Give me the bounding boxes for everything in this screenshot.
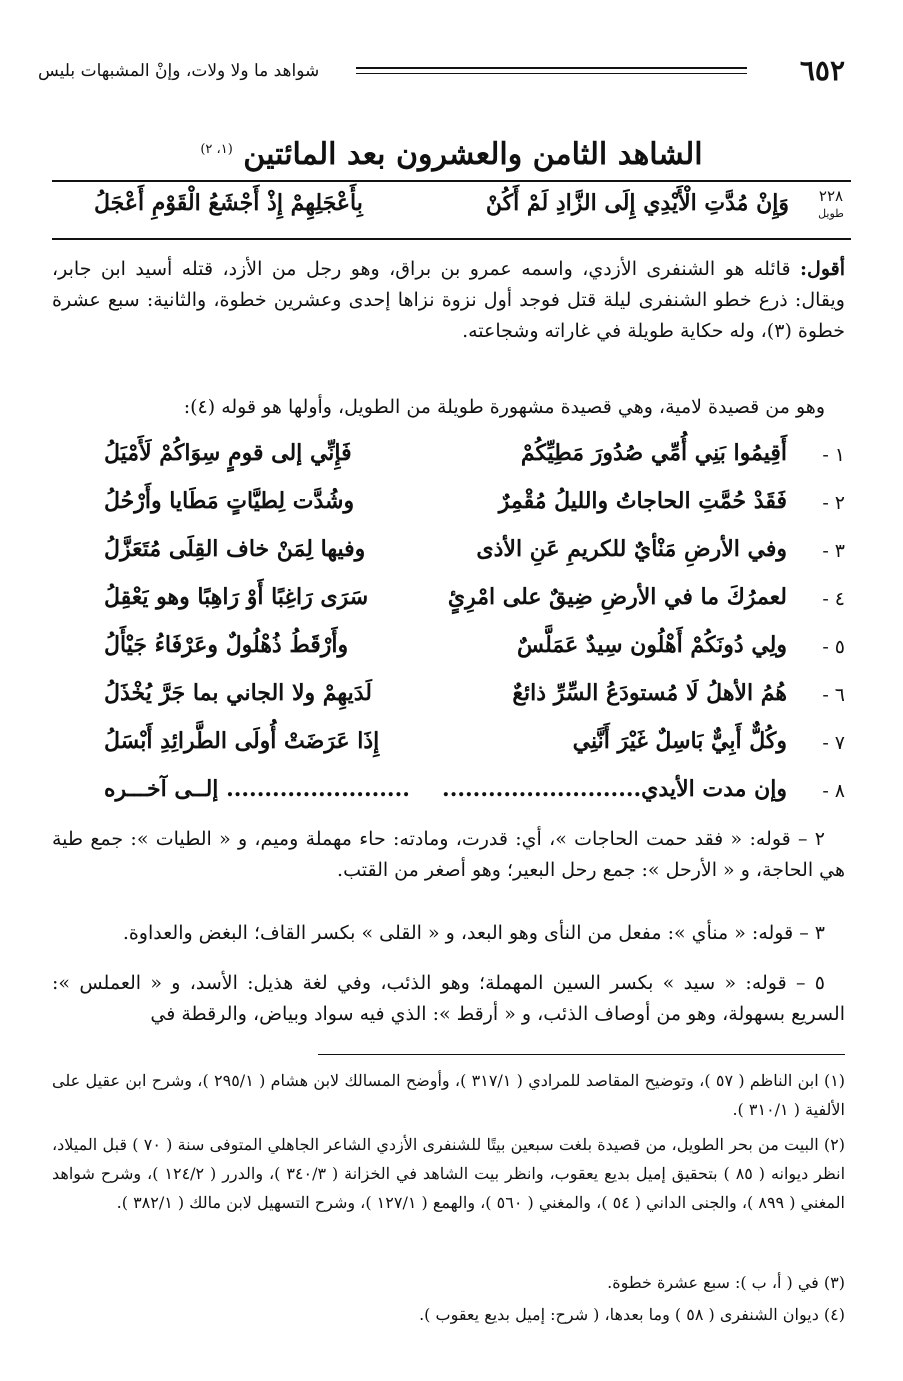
poem-first-hemistich: وإن مدت الأيدي.......................... xyxy=(442,776,787,802)
poem-line-number: ٣ - xyxy=(822,540,845,562)
page-number: ٦٥٢ xyxy=(799,54,845,87)
poem-line-number: ١ - xyxy=(822,444,845,466)
poem-line xyxy=(52,580,845,628)
section-title-text: الشاهد الثامن والعشرون بعد المائتين xyxy=(243,137,703,172)
poem-intro: وهو من قصيدة لامية، وهي قصيدة مشهورة طويلة من الطويل، وأولها هو قوله (٤): xyxy=(183,396,825,418)
footnote: (٣) في ( أ، ب ): سبع عشرة خطوة. xyxy=(607,1273,845,1292)
verse-meter: طويل xyxy=(818,207,844,220)
commentary-paragraph: ٣ – قوله: « منأي »: مفعل من النأى وهو البعد، و « القلى » بكسر القاف؛ البغض والعداوة. xyxy=(122,922,825,944)
poem-second-hemistich: فَإِنِّي إلى قومٍ سِوَاكُمْ لَأَمْيَلُ xyxy=(104,440,352,466)
running-title: شواهد ما ولا ولات، وإنْ المشبهات بليس xyxy=(38,61,320,81)
verse-first-hemistich: وَإِنْ مُدَّتِ الْأَيْدِي إِلَى الزَّادِ لَمْ أَكُنْ xyxy=(485,190,789,216)
poem-line-number: ٨ - xyxy=(822,780,845,802)
poem-line-number: ٢ - xyxy=(822,492,845,514)
poem-second-hemistich: وأَرْقَطُ ذُهْلُولٌ وعَرْفَاءُ جَيْأَلُ xyxy=(104,632,349,658)
poem-second-hemistich: سَرَى رَاغِبًا أَوْ رَاهِبًا وهو يَعْقِلُ xyxy=(104,584,369,610)
poem xyxy=(52,436,845,820)
poem-first-hemistich: لعمرُكَ ما في الأرضِ ضِيقٌ على امْرِئٍ xyxy=(447,584,787,610)
commentary-paragraph: ٢ – قوله: « فقد حمت الحاجات »، أي: قدرت، ومادته: حاء مهملة وميم، و « الطيات »: جمع طية هي الحاجة، و « الأرحل »: جمع رحل البعير؛ وهو أصغر من القتب. xyxy=(52,828,845,881)
poem-second-hemistich: ........................ إلــى آخـــره xyxy=(104,776,410,802)
poem-line-number: ٦ - xyxy=(822,684,845,706)
intro-text: قائله هو الشنفرى الأزدي، واسمه عمرو بن براق، وهو رجل من الأزد، قتله أسيد ابن جابر، ويقال: ذرع خطو الشنفرى ليلة قتل فوجد أول نزوة نزاها إحدى وعشرين خطوة، والثانية: سبع عشرة خطوة (٣)، وله حكاية طويلة في غاراته وشجاعته. xyxy=(52,258,845,342)
footnote: (٤) ديوان الشنفرى ( ٥٨ ) وما بعدها، ( شرح: إميل بديع يعقوب ). xyxy=(419,1305,845,1324)
poem-line xyxy=(52,628,845,676)
poem-line xyxy=(52,484,845,532)
footnote: (١) ابن الناظم ( ٥٧ )، وتوضيح المقاصد للمرادي ( ٣١٧/١ )، وأوضح المسالك لابن هشام ( ٢٩٥/١ )، وشرح ابن عقيل على الألفية ( ٣١٠/١ ). xyxy=(52,1071,846,1119)
poem-line-number: ٥ - xyxy=(822,636,845,658)
intro-lead: أقول: xyxy=(800,258,845,280)
poem-line xyxy=(52,724,845,772)
poem-first-hemistich: ولِي دُونَكُمْ أَهْلُون سِيدٌ عَمَلَّسٌ xyxy=(517,632,787,658)
intro-paragraph xyxy=(52,254,845,347)
section-title xyxy=(0,128,903,177)
poem-first-hemistich: وفي الأرضِ مَنْأيٌ للكريمِ عَنِ الأذى xyxy=(476,536,787,562)
poem-first-hemistich: وكُلٌّ أَبِيٌّ بَاسِلٌ غَيْرَ أَنَّنِي xyxy=(572,728,787,754)
poem-line xyxy=(52,676,845,724)
poem-first-hemistich: أَقِيمُوا بَنِي أُمِّي صُدُورَ مَطِيِّكُمْ xyxy=(520,440,787,466)
header-rule xyxy=(356,67,747,69)
footnote: (٢) البيت من بحر الطويل، من قصيدة بلغت سبعين بيتًا للشنفرى الأزدي الشاعر الجاهلي المتوفى سنة ( ٧٠ ) قبل الميلاد، انظر ديوانه ( ٨٥ ) بتحقيق إميل بديع يعقوب، وانظر بيت الشاهد في الخزانة ( ٣٤٠/٣ )، والدرر ( ١٢٤/٢ )، وشرح شواهد المغني ( ٨٩٩ )، والجنى الداني ( ٥٤ )، والمغني ( ٥٦٠ )، والهمع ( ١٢٧/١ )، وشرح التسهيل لابن مالك ( ٣٨٢/١ ). xyxy=(52,1135,846,1212)
verse-second-hemistich: بِأَعْجَلِهِمْ إِذْ أَجْشَعُ الْقَوْمِ أَعْجَلُ xyxy=(94,190,363,216)
poem-line-number: ٧ - xyxy=(822,732,845,754)
poem-first-hemistich: هُمُ الأهلُ لَا مُستودَعُ السِّرِّ ذائعٌ xyxy=(512,680,787,706)
witness-verse xyxy=(52,180,851,240)
poem-line xyxy=(52,772,845,820)
running-header xyxy=(38,56,845,86)
poem-first-hemistich: فَقَدْ حُمَّتِ الحاجاتُ والليلُ مُقْمِرٌ xyxy=(498,488,787,514)
poem-second-hemistich: وفيها لِمَنْ خاف القِلَى مُتَعَزَّلُ xyxy=(104,536,366,562)
footnote-separator xyxy=(318,1054,845,1055)
poem-line xyxy=(52,436,845,484)
verse-number: ٢٢٨ xyxy=(818,187,844,205)
poem-second-hemistich: وشُدَّت لِطيَّاتٍ مَطَايا وأَرْحُلُ xyxy=(104,488,355,514)
poem-line-number: ٤ - xyxy=(822,588,845,610)
poem-line xyxy=(52,532,845,580)
section-title-footnote-ref: (١، ٢) xyxy=(200,142,233,157)
header-rule-thin xyxy=(356,73,747,74)
commentary-paragraph: ٥ – قوله: « سيد » بكسر السين المهملة؛ وهو الذئب، وفي لغة هذيل: الأسد، و « العملس »: السريع بسهولة، وهو من أوصاف الذئب، و « أرقط »: الذي فيه سواد وبياض، والرقطة في xyxy=(52,972,845,1025)
poem-second-hemistich: لَدَيهِمْ ولا الجاني بما جَرَّ يُخْذَلُ xyxy=(104,680,372,706)
poem-second-hemistich: إِذَا عَرَضَتْ أُولَى الطَّرائِدِ أَبْسَلُ xyxy=(104,728,380,754)
